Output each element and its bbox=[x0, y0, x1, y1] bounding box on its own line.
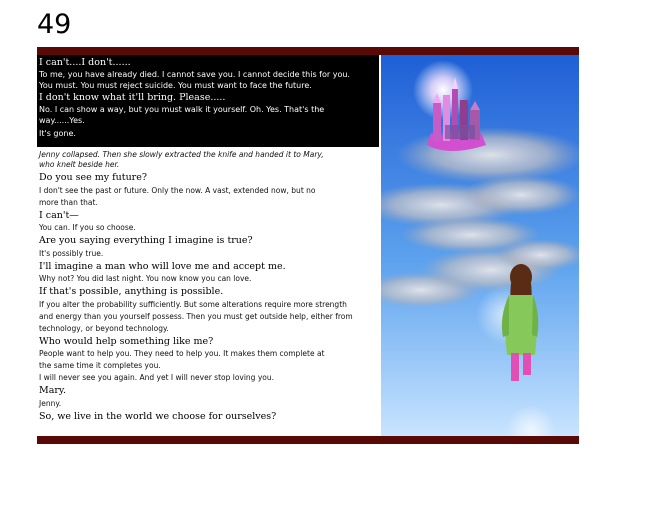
bottom-divider-bar bbox=[37, 436, 579, 444]
page-number: 49 bbox=[37, 9, 72, 40]
cloud bbox=[396, 127, 579, 183]
dark-line: I can't....I don't...... bbox=[39, 57, 131, 68]
dialogue-line: more than that. bbox=[39, 197, 98, 207]
dialogue-line: You can. If you so choose. bbox=[39, 223, 136, 232]
narration-line: who knelt beside her. bbox=[39, 159, 120, 169]
narration-line: Jenny collapsed. Then she slowly extracted the knife and handed it to Mary, bbox=[39, 150, 324, 159]
dialogue-line: People want to help you. They need to help you. It makes them complete at bbox=[39, 349, 325, 358]
text-column bbox=[37, 55, 379, 436]
dialogue-line: I can't— bbox=[39, 209, 79, 221]
dark-line: To me, you have already died. I cannot save you. I cannot decide this for you. bbox=[39, 70, 350, 79]
dark-line: No. I can show a way, but you must walk it yourself. Oh. Yes. That's the bbox=[39, 105, 325, 114]
top-divider-bar bbox=[37, 47, 579, 55]
dark-line: You must. You must reject suicide. You must want to face the future. bbox=[39, 80, 312, 90]
dialogue-line: I will never see you again. And yet I will never stop loving you. bbox=[39, 373, 274, 382]
dialogue-line: technology, or beyond technology. bbox=[39, 323, 169, 333]
dialogue-line: the same time it completes you. bbox=[39, 361, 161, 370]
cloud bbox=[461, 175, 579, 215]
dialogue-line: and energy than you yourself possess. Then you must get outside help, either from bbox=[39, 311, 353, 321]
dark-dialogue-box bbox=[37, 55, 379, 147]
dialogue-line: Mary. bbox=[39, 385, 67, 396]
castle-in-sky-illustration bbox=[381, 55, 579, 436]
narration bbox=[37, 150, 379, 169]
sky-scene bbox=[381, 55, 579, 436]
dialogue-line: Jenny. bbox=[39, 398, 62, 408]
dark-line: It's gone. bbox=[39, 129, 76, 138]
dialogue-line: Do you see my future? bbox=[39, 172, 147, 183]
dialogue-line: So, we live in the world we choose for ourselves? bbox=[39, 410, 277, 422]
dialogue-line: Who would help something like me? bbox=[39, 335, 214, 347]
dialogue-line: If you alter the probability sufficiently. But some alterations require more strength bbox=[39, 299, 347, 309]
dark-line: I don't know what it'll bring. Please..... bbox=[39, 92, 226, 103]
dialogue-line: If that's possible, anything is possible. bbox=[39, 286, 224, 297]
dialogue-line: It's possibly true. bbox=[39, 248, 104, 258]
dialogue-line: Are you saying everything I imagine is true? bbox=[39, 235, 253, 246]
dialogue-list bbox=[37, 171, 379, 423]
dialogue-line: Why not? You did last night. You now know you can love. bbox=[39, 274, 252, 283]
dialogue-line: I don't see the past or future. Only the now. A vast, extended now, but no bbox=[39, 185, 316, 195]
dialogue-line: I'll imagine a man who will love me and accept me. bbox=[39, 260, 286, 272]
dark-line: way......Yes. bbox=[39, 115, 85, 125]
